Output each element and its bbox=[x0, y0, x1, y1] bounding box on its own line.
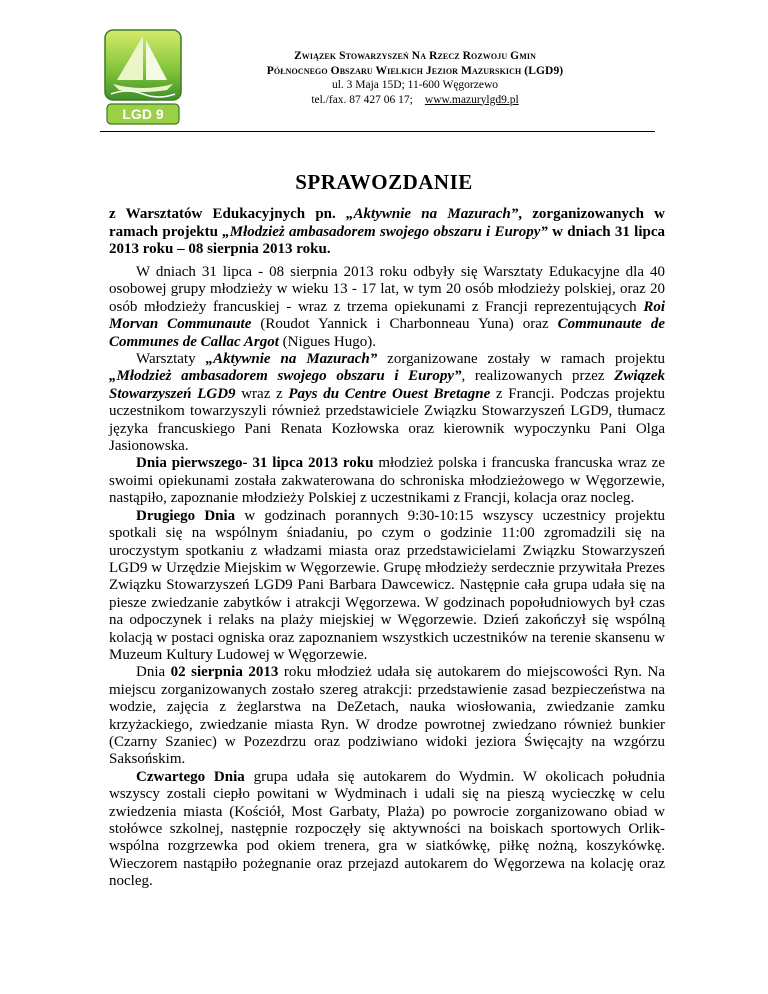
org-address: ul. 3 Maja 15D; 11-600 Węgorzewo bbox=[331, 79, 499, 91]
paragraph-day-3: Dnia 02 sierpnia 2013 roku młodzież udała się autokarem do miejscowości Ryn. Na miejscu zorganizowanych zostało szereg atrakcji: przedstawienie zasad bezpieczeństwa na wodzie, zajęcia z żeglarstwa na DeZetach, nauka wiosłowania, zwiedzanie zamku krzyżackiego, zwiedzanie miasta Ryn. W drodze powrotnej zwiedzano również bunkier (Czarny Szaniec) w Pozezdrzu oraz podziwiano widoki jeziora Święcajty na wzgórzu Saksońskim. bbox=[109, 664, 665, 768]
organization-header bbox=[215, 49, 615, 107]
document-title: SPRAWOZDANIE bbox=[295, 170, 473, 194]
document-subtitle: z Warsztatów Edukacyjnych pn. „Aktywnie na Mazurach”, zorganizowanych w ramach projektu „Młodzież ambasadorem swojego obszaru i Europy” w dniach 31 lipca 2013 roku – 08 sierpnia 2013 roku. bbox=[109, 206, 666, 257]
org-name-line1: Związek Stowarzyszeń Na Rzecz Rozwoju Gmin bbox=[294, 50, 536, 62]
paragraph-intro: W dniach 31 lipca - 08 sierpnia 2013 roku odbyły się Warsztaty Edukacyjne dla 40 osobowej grupy młodzieży w wieku 13 - 17 lat, w tym 20 osób młodzieży polskiej, oraz 20 osób młodzieży francuskiej - wraz z trzema opiekunami z Francji reprezentujących Roi Morvan Communaute (Roudot Yannick i Charbonneau Yuna) oraz Communaute de Communes de Callac Argot (Nigues Hugo). bbox=[109, 264, 665, 350]
org-phone: tel./fax. 87 427 06 17; bbox=[311, 93, 413, 106]
org-name-line2: Północnego Obszaru Wielkich Jezior Mazurskich (LGD9) bbox=[266, 64, 564, 77]
header-divider bbox=[100, 131, 655, 132]
paragraph-project: Warsztaty „Aktywnie na Mazurach” zorganizowane zostały w ramach projektu „Młodzież ambasadorem swojego obszaru i Europy”, realizowanych przez Związek Stowarzyszeń LGD9 wraz z Pays du Centre Ouest Bretagne z Francji. Podczas projektu uczestnikom towarzyszyli również przedstawiciele Związku Stowarzyszeń LGD9, tłumacz języka francuskiego Pani Renata Kozłowska oraz kierownik wypoczynku Pani Olga Jasionowska. bbox=[109, 351, 665, 455]
paragraph-day-2: Drugiego Dnia w godzinach porannych 9:30-10:15 wszyscy uczestnicy projektu spotkali się na wspólnym śniadaniu, po czym o godzinie 11:00 zgromadzili się na uroczystym spotkaniu z władzami miasta oraz przedstawicielami Związku Stowarzyszeń LGD9 w Urzędzie Miejskim w Węgorzewie. Grupę młodzieży serdecznie przywitała Prezes Związku Stowarzyszeń LGD9 Pani Barbara Dawcewicz. Następnie cała grupa udała się na piesze zwiedzanie zabytków i atrakcji Węgorzewa. W godzinach popołudniowych był czas na odpoczynek i relaks na plaży miejskiej w Węgorzewie. Dzień zakończył się wspólną kolacją w postaci ogniska oraz zapoznaniem wszystkich uczestników na terenie skansenu w Muzeum Kultury Ludowej w Węgorzewie. bbox=[109, 507, 666, 663]
logo-text: LGD 9 bbox=[122, 106, 164, 122]
org-contact bbox=[215, 93, 615, 108]
org-website-link[interactable]: www.mazurylgd9.pl bbox=[424, 93, 519, 106]
report-body bbox=[109, 264, 665, 891]
paragraph-day-4: Czwartego Dnia grupa udała się autokarem do Wydmin. W okolicach południa wszyscy zostali ciepło powitani w Wydminach i udali się na pieszą wycieczkę w celu zwiedzenia miasta (Kościół, Most Garbaty, Plaża) po powrocie zorganizowano obiad w stołówce szkolnej, następnie rozpoczęły się aktywności na boiskach sportowych Orlik- wspólna rozgrzewka pod okiem trenera, gra w siatkówkę, piłkę nożną, koszykówkę. Wieczorem nastąpiło pożegnanie oraz przejazd autokarem do Węgorzewa na kolację oraz nocleg. bbox=[109, 768, 665, 890]
paragraph-day-1: Dnia pierwszego- 31 lipca 2013 roku młodzież polska i francuska francuska wraz ze swoimi opiekunami została zakwaterowana do schroniska młodzieżowego w Węgorzewie, nastąpiło, zapoznanie młodzieży Polskiej z uczestnikami z Francji, kolacja oraz nocleg. bbox=[109, 455, 665, 507]
lgd9-logo bbox=[103, 28, 183, 126]
